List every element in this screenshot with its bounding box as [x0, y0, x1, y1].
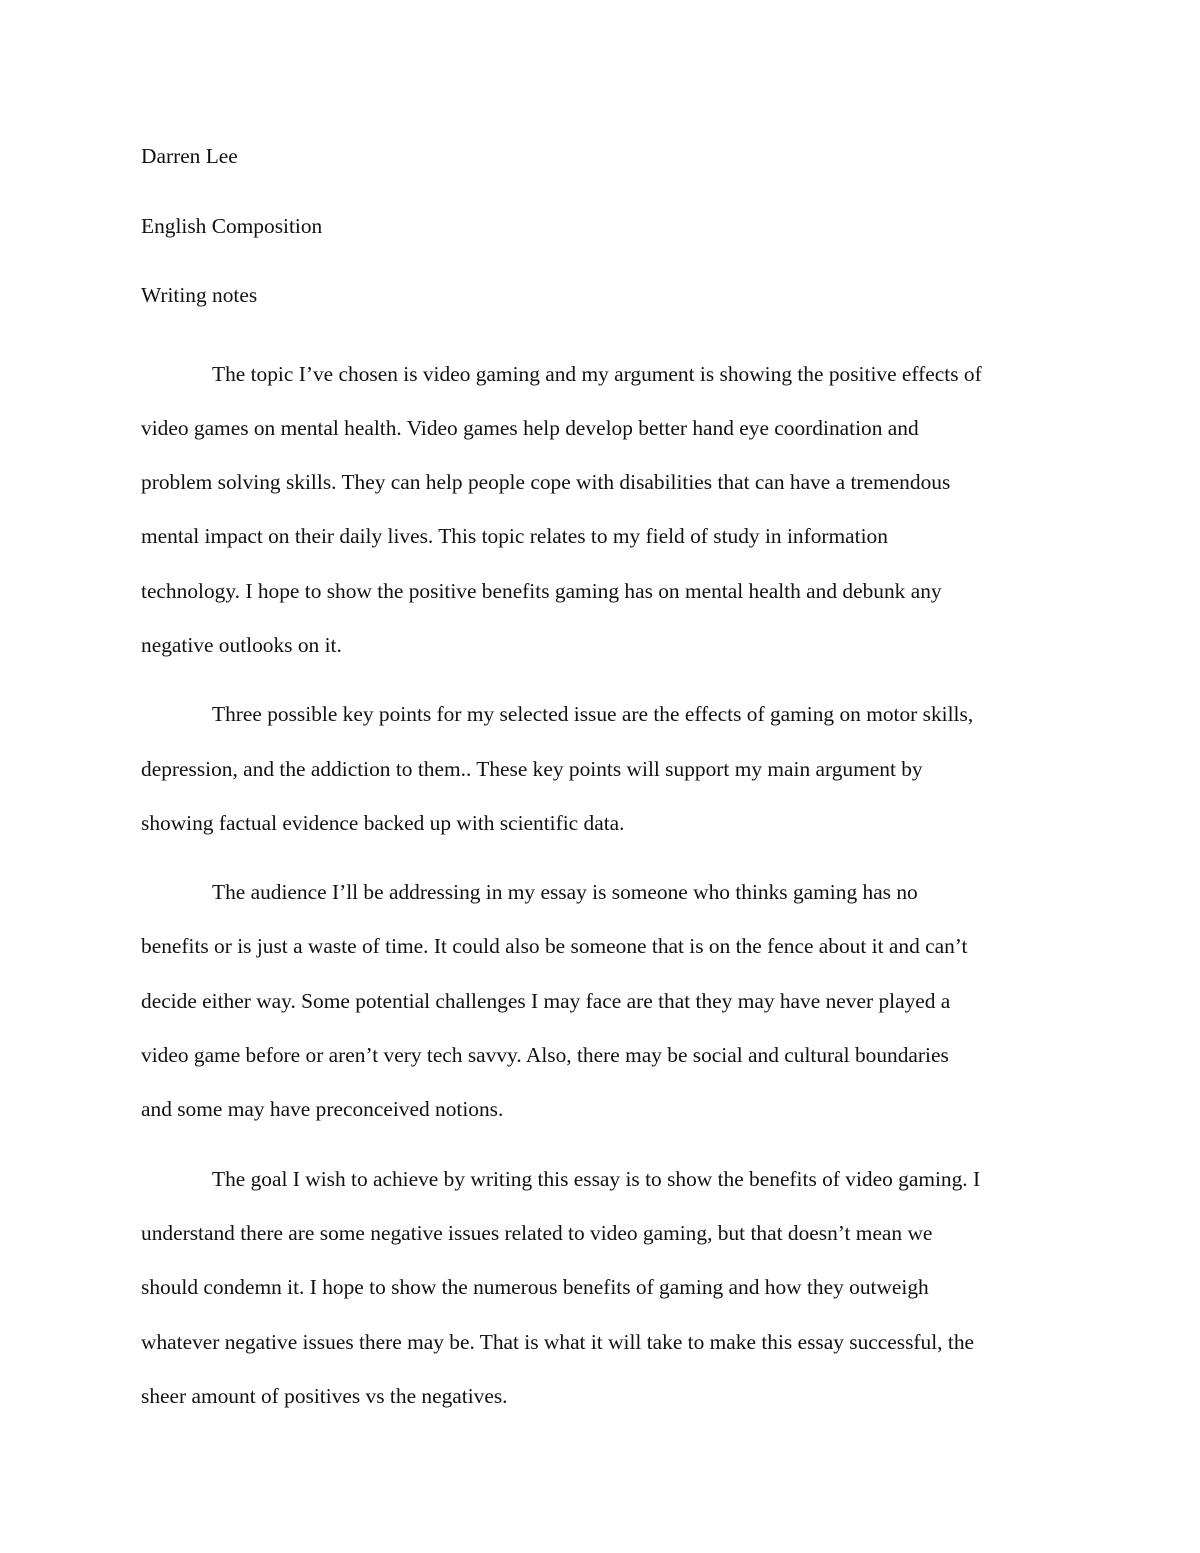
paragraph-line: video games on mental health. Video games help develop better hand eye coordination and	[141, 415, 919, 440]
document-body	[141, 141, 1066, 1438]
paragraph-line: should condemn it. I hope to show the numerous benefits of gaming and how they outweigh	[141, 1275, 929, 1300]
course-name: English Composition	[141, 213, 323, 238]
paragraph-line: negative outlooks on it.	[141, 632, 342, 657]
paragraph-line: technology. I hope to show the positive benefits gaming has on mental health and debunk any	[141, 578, 942, 603]
paragraph-line: The audience I’ll be addressing in my essay is someone who thinks gaming has no	[212, 880, 918, 905]
paragraph-line: problem solving skills. They can help people cope with disabilities that can have a tremendous	[141, 470, 951, 495]
paragraph-goal	[141, 1152, 1066, 1423]
paragraph-topic	[141, 347, 1066, 673]
paragraph-line: whatever negative issues there may be. That is what it will take to make this essay successful, the	[141, 1329, 975, 1354]
paragraph-key-points	[141, 687, 1066, 850]
paragraph-line: The topic I’ve chosen is video gaming and my argument is showing the positive effects of	[212, 361, 982, 386]
paragraph-line: showing factual evidence backed up with scientific data.	[141, 810, 625, 835]
paragraph-line: The goal I wish to achieve by writing this essay is to show the benefits of video gaming. I	[212, 1166, 981, 1191]
paragraph-line: decide either way. Some potential challenges I may face are that they may have never played a	[141, 988, 951, 1013]
paragraph-line: understand there are some negative issues related to video gaming, but that doesn’t mean we	[141, 1220, 933, 1245]
author-name: Darren Lee	[141, 144, 238, 168]
paragraph-line: Three possible key points for my selected issue are the effects of gaming on motor skills,	[212, 702, 974, 727]
paragraph-line: sheer amount of positives vs the negatives.	[141, 1383, 508, 1408]
paragraph-audience	[141, 865, 1066, 1136]
paragraph-line: and some may have preconceived notions.	[141, 1097, 504, 1122]
paragraph-line: depression, and the addiction to them.. These key points will support my main argument by	[141, 756, 923, 781]
paragraph-line: video game before or aren’t very tech savvy. Also, there may be social and cultural boundaries	[141, 1043, 949, 1068]
assignment-title: Writing notes	[141, 283, 258, 307]
paragraph-line: mental impact on their daily lives. This topic relates to my field of study in information	[141, 524, 888, 549]
paragraph-line: benefits or is just a waste of time. It could also be someone that is on the fence about it and can’t	[141, 934, 968, 959]
